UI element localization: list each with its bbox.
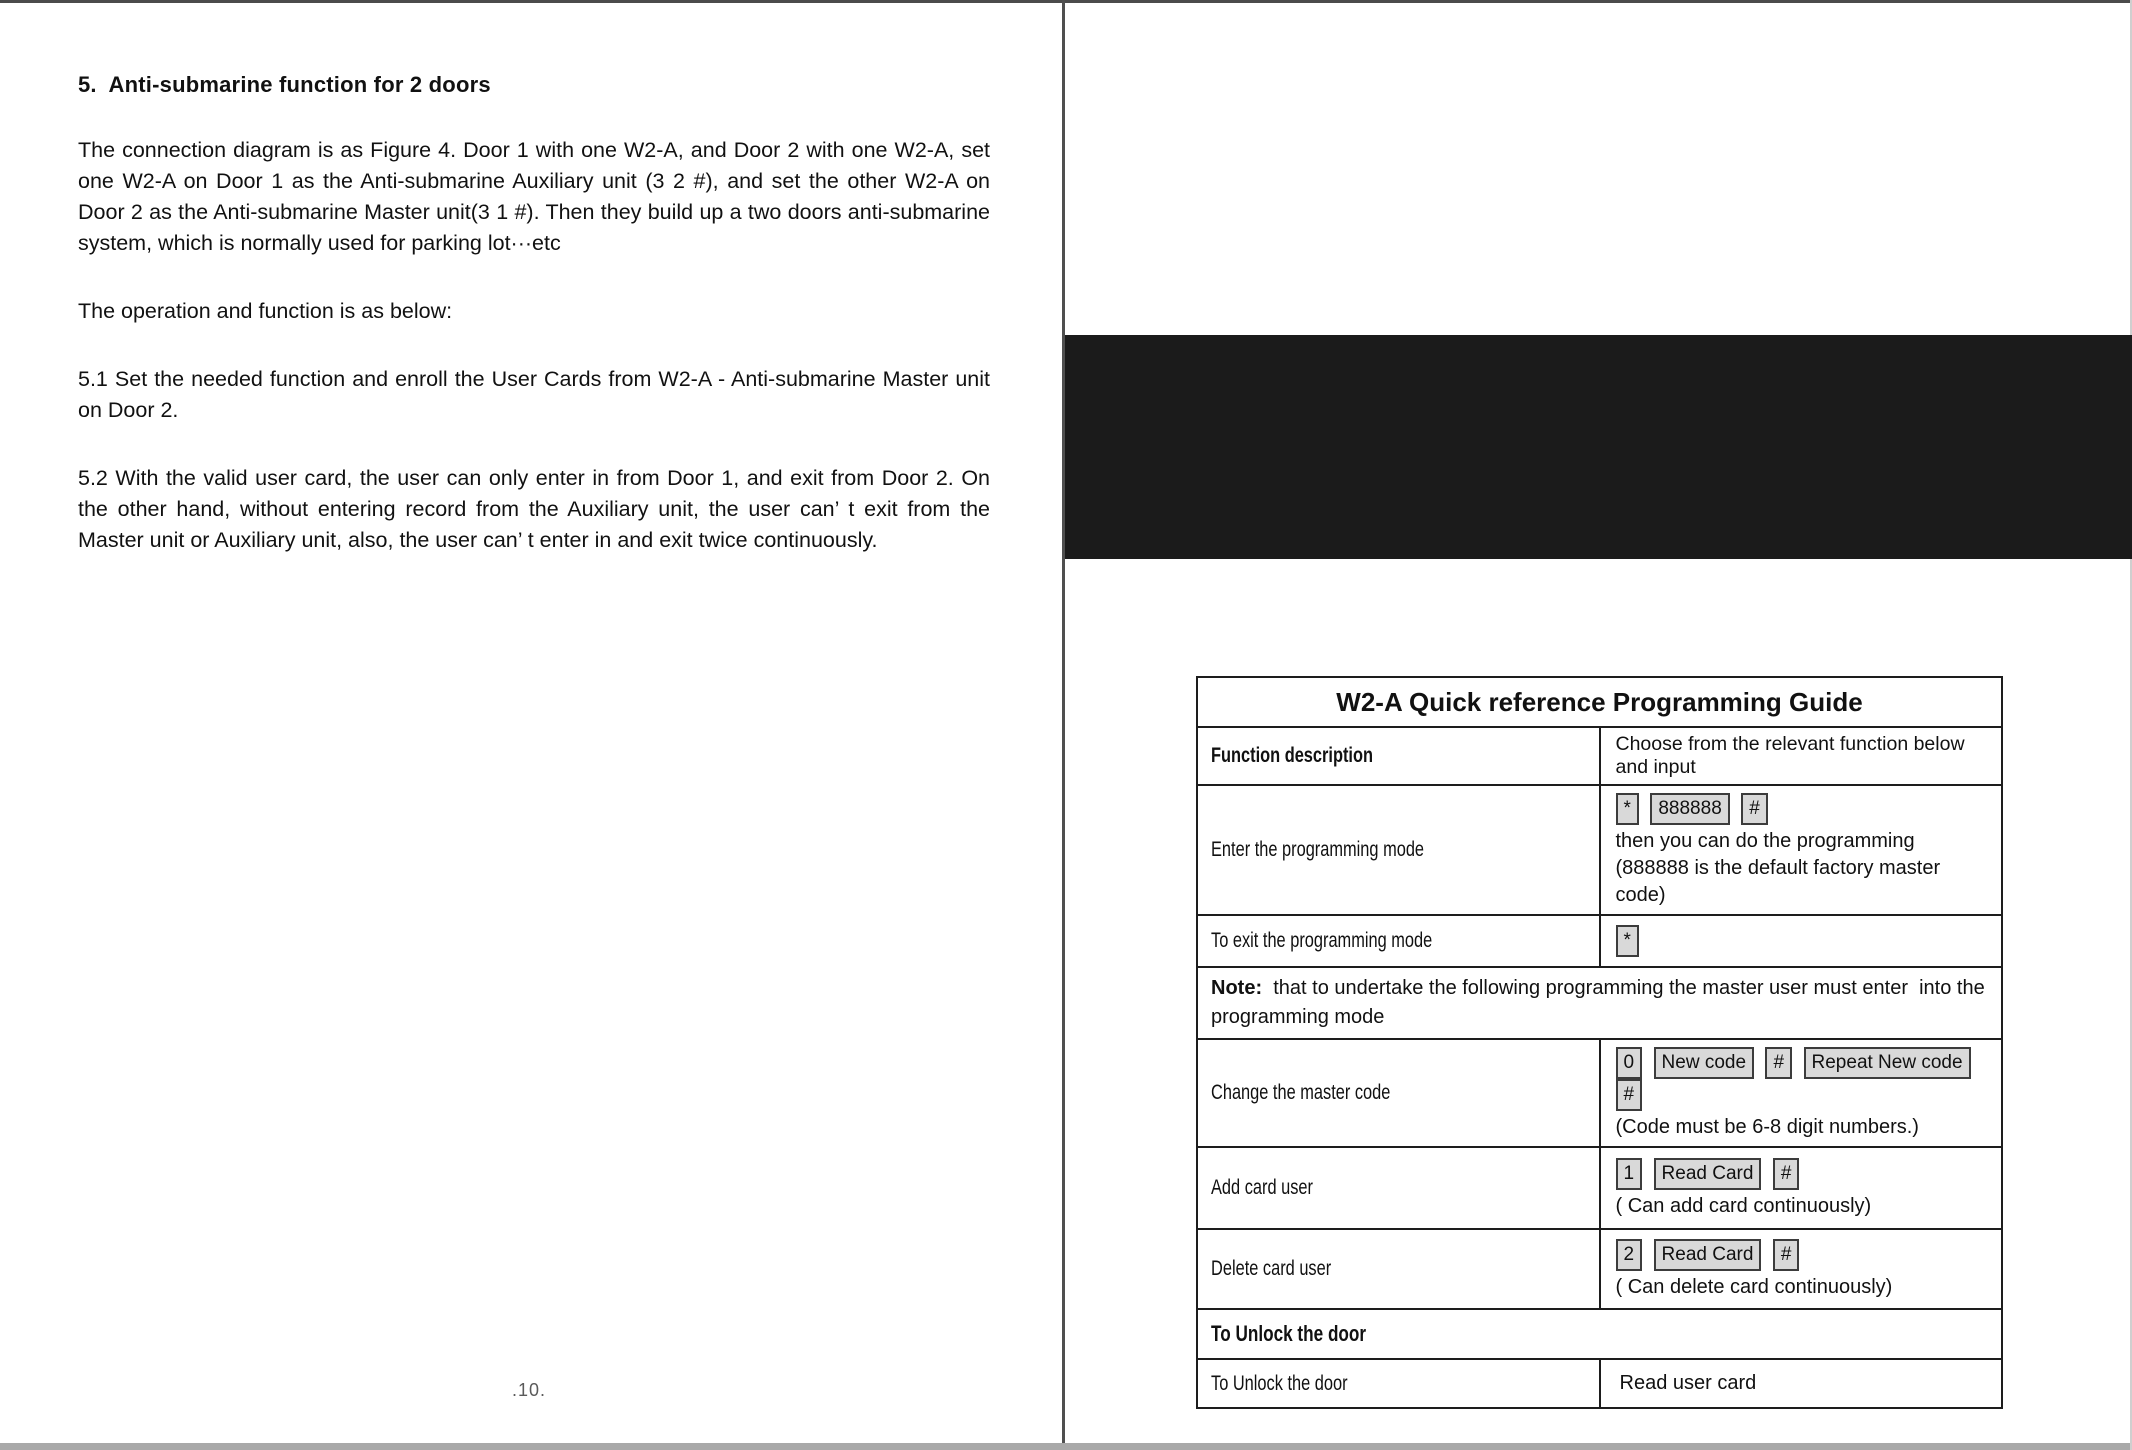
top-border-rule xyxy=(0,0,2132,3)
page-divider-rule xyxy=(1062,0,1065,1450)
row-value-delete-card xyxy=(1600,1229,2003,1309)
paragraph-5-2: 5.2 With the valid user card, the user can only enter in from Door 1, and exit from Door 2. On the other hand, without entering record from the Auxiliary unit, the user can’ t exit from the Master unit or Auxiliary unit, also, the user can’ t enter in and exit twice continuously. xyxy=(78,466,990,552)
row-enter-programming-mode xyxy=(1197,785,2002,915)
keypad-hash-key: # xyxy=(1773,1158,1800,1190)
instruction-line: then you can do the programming xyxy=(1615,830,1915,852)
left-page xyxy=(78,72,990,556)
note-prefix: Note: xyxy=(1211,977,1263,999)
row-label-delete-card: Delete card user xyxy=(1197,1229,1600,1309)
key-sequence xyxy=(1616,1239,1996,1271)
keypad-star-key: * xyxy=(1616,793,1639,825)
row-value-change-code xyxy=(1600,1039,2003,1147)
row-label-add-card: Add card user xyxy=(1197,1147,1600,1229)
row-add-card-user xyxy=(1197,1147,2002,1229)
keypad-hash-key: # xyxy=(1616,1079,1643,1111)
unlock-section-header: To Unlock the door xyxy=(1197,1309,2002,1359)
column-header-input: Choose from the relevant function below and input xyxy=(1600,727,2003,785)
keypad-hash-key: # xyxy=(1765,1047,1792,1079)
key-sequence xyxy=(1616,1047,1996,1111)
row-delete-card-user xyxy=(1197,1229,2002,1309)
row-change-master-code xyxy=(1197,1039,2002,1147)
row-label-change-code: Change the master code xyxy=(1197,1039,1600,1147)
row-value-unlock: Read user card xyxy=(1600,1359,2003,1408)
row-value-enter-mode xyxy=(1600,785,2003,915)
keypad-hash-key: # xyxy=(1773,1239,1800,1271)
column-header-function: Function description xyxy=(1197,727,1600,785)
keypad-master-code-key: 888888 xyxy=(1650,793,1729,825)
row-label-enter-mode: Enter the programming mode xyxy=(1197,785,1600,915)
keypad-read-card-key: Read Card xyxy=(1654,1158,1762,1190)
table-title-row xyxy=(1197,677,2002,727)
page-number: .10. xyxy=(512,1380,547,1400)
row-value-exit-mode xyxy=(1600,915,2003,967)
row-unlock-the-door xyxy=(1197,1359,2002,1408)
instruction-line: (888888 is the default factory master code) xyxy=(1615,857,1941,906)
table-header-row xyxy=(1197,727,2002,785)
key-sequence xyxy=(1616,793,1996,825)
bottom-border-rule xyxy=(0,1443,2132,1450)
row-note xyxy=(1197,967,2002,1039)
keypad-hash-key: # xyxy=(1741,793,1768,825)
key-sequence xyxy=(1616,1158,1996,1190)
row-unlock-section-header xyxy=(1197,1309,2002,1359)
keypad-read-card-key: Read Card xyxy=(1654,1239,1762,1271)
row-exit-programming-mode xyxy=(1197,915,2002,967)
instruction-line: (Code must be 6-8 digit numbers.) xyxy=(1615,1116,1919,1138)
row-label-unlock: To Unlock the door xyxy=(1197,1359,1600,1408)
paragraph-operation-intro: The operation and function is as below: xyxy=(78,299,453,323)
instruction-line: ( Can add card continuously) xyxy=(1615,1195,1872,1217)
keypad-2-key: 2 xyxy=(1616,1239,1643,1271)
table-title: W2-A Quick reference Programming Guide xyxy=(1197,677,2002,727)
keypad-0-key: 0 xyxy=(1616,1047,1643,1079)
keypad-new-code-key: New code xyxy=(1654,1047,1755,1079)
redacted-black-banner xyxy=(1065,335,2132,559)
row-label-exit-mode: To exit the programming mode xyxy=(1197,915,1600,967)
keypad-star-key: * xyxy=(1616,925,1639,957)
note-text: that to undertake the following programming the master user must enter into the programming mode xyxy=(1211,977,1991,1028)
keypad-repeat-new-code-key: Repeat New code xyxy=(1804,1047,1971,1079)
paragraph-connection-diagram: The connection diagram is as Figure 4. Door 1 with one W2-A, and Door 2 with one W2-A, set one W2-A on Door 1 as the Anti-submarine Auxiliary unit (3 2 #), and set the other W2-A on Door 2 as the Anti-submarine Master unit(3 1 #). Then they build up a two doors anti-submarine system, which is normally used for parking lot···etc xyxy=(78,138,990,255)
row-value-add-card xyxy=(1600,1147,2003,1229)
paragraph-5-1: 5.1 Set the needed function and enroll the User Cards from W2-A - Anti-submarine Master unit on Door 2. xyxy=(78,367,990,422)
instruction-line: ( Can delete card continuously) xyxy=(1615,1276,1893,1298)
note-cell xyxy=(1197,967,2002,1039)
keypad-1-key: 1 xyxy=(1616,1158,1643,1190)
section-heading: 5. Anti-submarine function for 2 doors xyxy=(78,72,491,97)
programming-guide-table xyxy=(1196,676,2003,1409)
